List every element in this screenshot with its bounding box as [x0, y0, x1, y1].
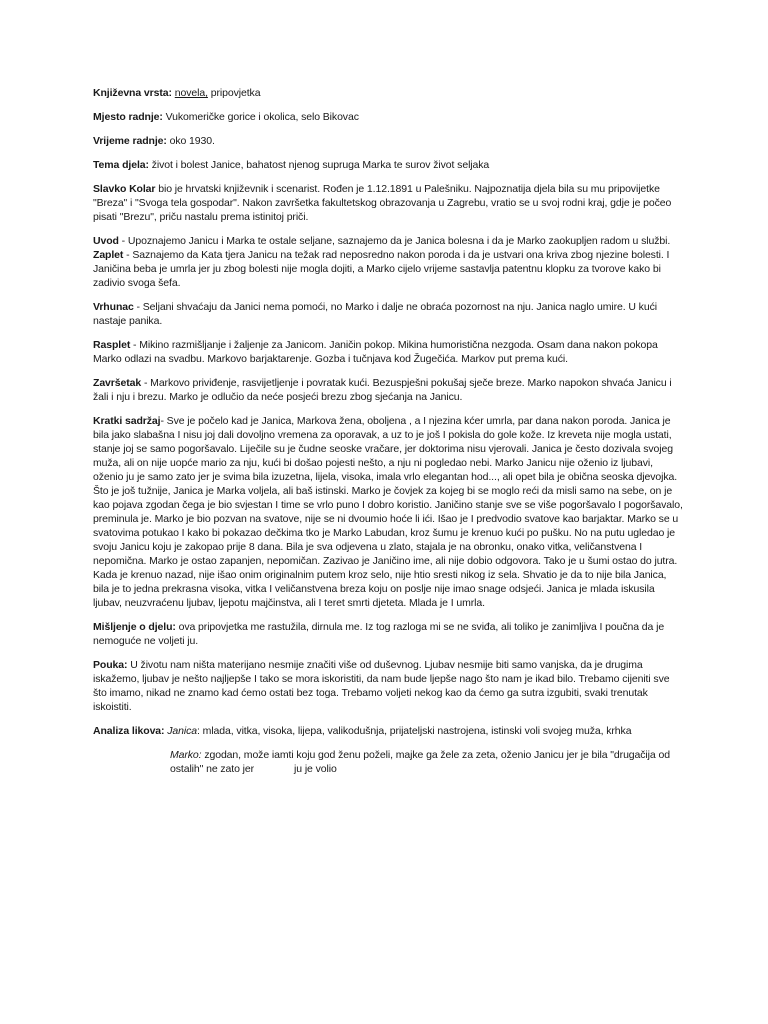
resolution-paragraph: [93, 338, 685, 366]
complication-text: - Saznajemo da Kata tjera Janicu na težak rad neposredno nakon poroda i da je ustvari ona kriva zbog njezine bolesti. I Janičina beba je umrla jer ju zbog bolesti nije mogla dojiti, a Marko cijelo vrijeme sastavlja patentnu klopku za tvorove kako bi zadivio svoga šefa.: [93, 249, 670, 289]
resolution-text: - Mikino razmišljanje i žaljenje za Janicom. Janičin pokop. Mikina humoristična nezgoda. Osam dana nakon pokopa Marko odlazi na svadbu. Markovo barjaktarenje. Gozba i tučnjava kod Žugečića. Markov put prema kući.: [93, 339, 658, 365]
character-analysis-marko: [93, 748, 685, 776]
literary-genre-text: pripovjetka: [207, 87, 261, 99]
janica-traits: : mlada, vitka, visoka, lijepa, valikodušnja, prijateljski nastrojena, istinski voli svojeg muža, krhka: [197, 725, 632, 737]
marko-traits: zgodan, može iamti koju god ženu poželi, majke ga žele za zeta, oženio Janicu jer je bila "drugačija od ostalih" ne zato jer: [170, 749, 670, 775]
climax-label: Vrhunac: [93, 301, 134, 313]
marko-traits-end: ju je volio: [294, 763, 337, 775]
opinion-label: Mišljenje o djelu:: [93, 621, 176, 633]
climax-paragraph: [93, 300, 685, 328]
setting-time-line: [93, 134, 685, 148]
opinion-paragraph: [93, 620, 685, 648]
complication-label: Zaplet: [93, 249, 124, 261]
summary-label: Kratki sadržaj: [93, 415, 161, 427]
marko-name: Marko:: [170, 749, 202, 761]
setting-place-line: [93, 110, 685, 124]
resolution-label: Rasplet: [93, 339, 131, 351]
opinion-text: ova pripovjetka me rastužila, dirnula me. Iz tog razloga mi se ne sviđa, ali toliko je zanimljiva I poučna da je nemoguće ne voljeti ju.: [93, 621, 665, 647]
complication-paragraph: [93, 248, 685, 290]
setting-place-text: Vukomeričke gorice i okolica, selo Bikovac: [162, 111, 359, 123]
author-paragraph: [93, 182, 685, 224]
introduction-paragraph: [93, 234, 685, 248]
theme-line: [93, 158, 685, 172]
author-text: bio je hrvatski književnik i scenarist. Rođen je 1.12.1891 u Palešniku. Najpoznatija djela bila su mu pripovijetke "Breza" i "Svoga tela gospodar". Nakon završetka fakultetskog obrazovanja u Zagrebu, vratio se u svoj rodni kraj, gdje je počeo pisati "Brezu", priču nastalu prema istinitoj priči.: [93, 183, 672, 223]
summary-text: - Sve je počelo kad je Janica, Markova žena, oboljena , a I njezina kćer umrla, par dana nakon poroda. Janica je bila jako slabašna I nisu joj dali dovoljno vremena za oporavak, a uz to je još I pokisla do gole kože. Iz kreveta nije mogla ustati, stanje joj se samo pogoršavalo. Liječile su je čudne seoske vračare, jer doktorima nisu vjerovali. Janica je često dozivala svojeg muža, ali on nije uopće mario za nju, kući bi došao pojesti nešto, a nju ni pogledao nebi. Marko Janicu nije oženio iz ljubavi, oženio ju je samo zato jer je svima bila izuzetna, lijela, visoka, imala vrlo elegantan hod..., ali opet bila je obična seoska djevojka. Što je još tužnije, Janica je Marka voljela, ali baš istinski. Marko je čovjek za kojeg bi se moglo reći da misli samo na sebe, on je kao pojava zgodan čega je bio svjestan I time se vrlo puno I dobro koristio. Janičino stanje sve se više pogoršavalo I pogoršavalo, preminula je. Marko je bio pozvan na svatove, nije se ni dvoumio hoće li ići. Išao je I predvodio svatove kao barjaktar. Marko se u svatovima potukao I kako bi pokazao dečkima tko je Marko Labudan, kroz šumu je krenuo kući po pušku. No na putu ugledao je svoju Janicu koju je zakopao prije 8 dana. Bila je sva odjevena u zlato, stajala je na obronku, onako vitka, veličanstvena I nepomična. Marko je ostao zapanjen, nepomičan. Zazivao je Janičino ime, ali nije dobio odgovora. Tako je u šumi ostao do jutra. Kada je krenuo nazad, nije išao onim originalnim putem kroz selo, nije htio sresti nikog iz sela. Shvatio je da to nije bila Janica, bila je to jedna prekrasna visoka, vitka I veličanstvena breza koju on poslje nije imao snage odsjeći. Janica je mlada iskusila ljubav, neuzvraćenu ljubav, ljepotu majčinstva, ali I teret smrti djeteta. Mlada je I umrla.: [93, 415, 683, 609]
setting-place-label: Mjesto radnje:: [93, 111, 163, 123]
setting-time-text: oko 1930.: [166, 135, 215, 147]
introduction-text: - Upoznajemo Janicu i Marka te ostale seljane, saznajemo da je Janica bolesna i da je Marko zaokupljen radom u službi.: [118, 235, 671, 247]
janica-name: Janica: [167, 725, 198, 737]
lesson-paragraph: [93, 658, 685, 714]
theme-label: Tema djela:: [93, 159, 149, 171]
ending-text: - Markovo priviđenje, rasvijetljenje i povratak kući. Bezuspješni pokušaj sječe breze. Marko napokon shvaća Janicu i žali i nju i brezu. Marko je odlučio da neće posjeći brezu zbog sjećanja na Janicu.: [93, 377, 672, 403]
genre-novela-link[interactable]: novela,: [174, 87, 208, 99]
lesson-text: U životu nam ništa materijano nesmije značiti više od duševnog. Ljubav nesmije biti samo vanjska, da je drugima iskažemo, ljubav je nešto najljepše I tako se mora iskoristiti, da nam bude ljepše nago što nam je ikad bilo. Trebamo cijeniti sve što imamo, nikad ne znamo kad ćemo ostati bez toga. Trebamo voljeti nekog kao da ćemo ga sutra izgubiti, svaki trenutak iskoistiti.: [93, 659, 670, 713]
climax-text: - Seljani shvaćaju da Janici nema pomoći, no Marko i dalje ne obraća pozornost na nju. Janica naglo umire. U kući nastaje panika.: [93, 301, 657, 327]
document-body: [93, 86, 685, 786]
character-analysis-label: Analiza likova:: [93, 725, 165, 737]
ending-paragraph: [93, 376, 685, 404]
literary-genre-line: [93, 86, 685, 100]
lesson-label: Pouka:: [93, 659, 128, 671]
author-label: Slavko Kolar: [93, 183, 156, 195]
theme-text: život i bolest Janice, bahatost njenog supruga Marka te surov život seljaka: [148, 159, 490, 171]
character-analysis-janica: [93, 724, 685, 738]
summary-paragraph: [93, 414, 685, 610]
introduction-label: Uvod: [93, 235, 119, 247]
literary-genre-label: Književna vrsta:: [93, 87, 172, 99]
ending-label: Završetak: [93, 377, 142, 389]
setting-time-label: Vrijeme radnje:: [93, 135, 167, 147]
